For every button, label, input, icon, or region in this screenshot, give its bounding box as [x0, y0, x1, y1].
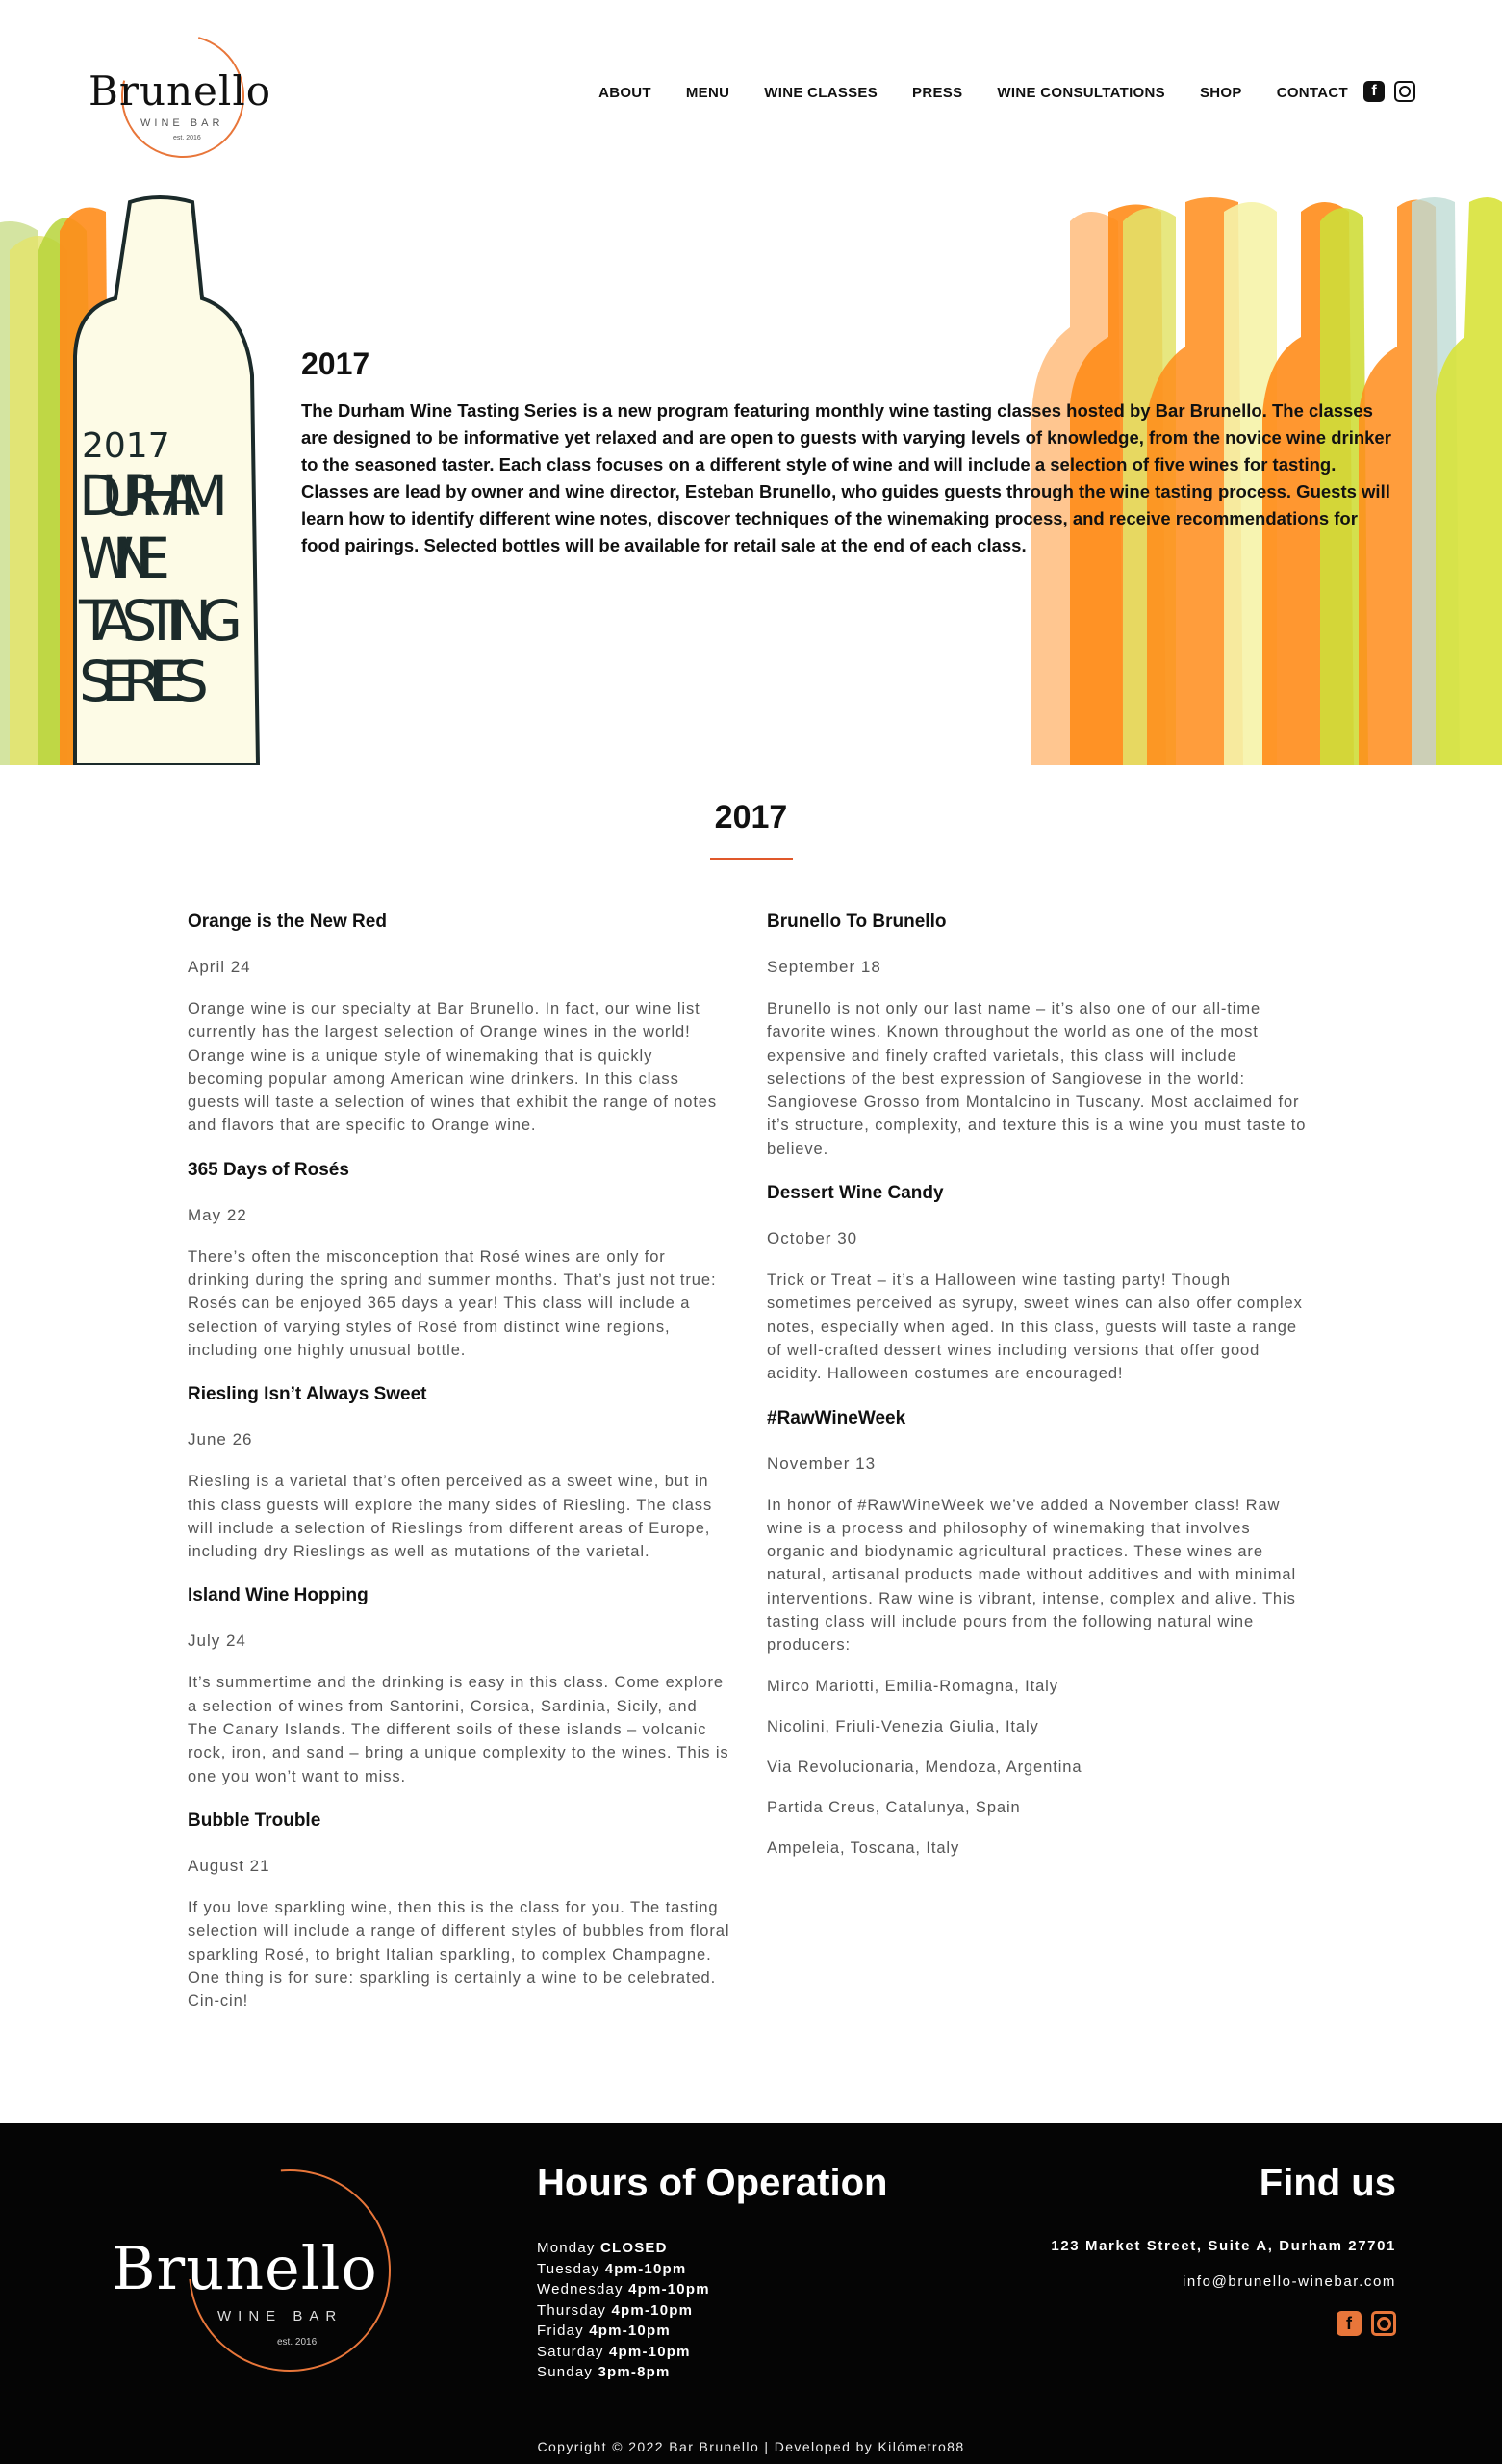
hours-row [537, 2321, 887, 2342]
hours-row [537, 2362, 887, 2383]
facebook-icon[interactable]: f [1337, 2311, 1362, 2336]
nav-press[interactable]: PRESS [912, 85, 963, 101]
nav-about[interactable]: ABOUT [598, 85, 651, 101]
event-item [188, 1383, 731, 1563]
event-description: There’s often the misconception that Rosé wines are only for drinking during the spring and summer months. That’s just not true: Rosés can be enjoyed 365 days a year! This class will include a selection of varying styles of Rosé from distinct wine regions, including one highly unusual bottle. [188, 1247, 717, 1359]
event-date: October 30 [767, 1229, 858, 1248]
event-date: May 22 [188, 1205, 247, 1224]
hours-time: 4pm-10pm [589, 2323, 671, 2339]
hours-day: Tuesday [537, 2260, 600, 2277]
event-title: Dessert Wine Candy [767, 1183, 944, 1204]
hours-of-operation [537, 2162, 887, 2383]
producer-item: Via Revolucionaria, Mendoza, Argentina [767, 1758, 1082, 1776]
event-description: Trick or Treat – it’s a Halloween wine tasting party! Though sometimes perceived as syrupy, sweet wines can also offer complex notes, especially when aged. In this class, guests will taste a range of well-crafted dessert wines including versions that offer good acidity. Halloween costumes are encouraged! [767, 1271, 1303, 1383]
hours-day: Monday [537, 2240, 596, 2256]
find-us [1051, 2162, 1396, 2336]
producer-item: Ampeleia, Toscana, Italy [767, 1838, 960, 1857]
event-description: Riesling is a varietal that’s often perceived as a sweet wine, but in this class guests will explore the many sides of Riesling. The class will include a selection of Rieslings from different areas of Europe, including dry Rieslings as well as mutations of the varietal. [188, 1473, 713, 1561]
copyright-text: Copyright © 2022 Bar Brunello | Developed by Kilómetro88 [537, 2439, 965, 2454]
event-description: Orange wine is our specialty at Bar Brunello. In fact, our wine list currently has the largest selection of Orange wines in the world! Orange wine is a unique style of winemaking that is quickly becoming popular among American wine drinkers. In this class guests will taste a selection of wines that exhibit the range of notes and flavors that are specific to Orange wine. [188, 1000, 718, 1135]
event-title: Orange is the New Red [188, 911, 387, 932]
hours-row [537, 2238, 887, 2259]
instagram-icon[interactable] [1371, 2311, 1396, 2336]
hours-time: 4pm-10pm [611, 2301, 694, 2319]
hours-time: 4pm-10pm [604, 2260, 687, 2277]
hours-title: Hours of Operation [537, 2162, 888, 2204]
hours-day: Sunday [537, 2364, 594, 2380]
footer-logo[interactable] [112, 2169, 410, 2381]
hours-row [537, 2300, 887, 2322]
nav-wine-classes[interactable]: WINE CLASSES [764, 85, 878, 101]
hero-bottle-illustration [0, 192, 269, 765]
nav-menu[interactable]: MENU [685, 85, 730, 101]
hours-day: Thursday [537, 2301, 607, 2319]
event-description: In honor of #RawWineWeek we’ve added a November class! Raw wine is a process and philosophy of winemaking that involves organic and biodynamic agricultural practices. These wines are natural, artisanal products made without additives and with minimal interventions. Raw wine is vibrant, intense, complex and alive. This tasting class will include pours from the following natural wine producers: [767, 1496, 1297, 1655]
event-item [188, 1159, 731, 1362]
event-title: 365 Days of Rosés [188, 1159, 349, 1180]
bottle-line-3: WINE [79, 526, 170, 591]
bottle-line-5: SERIES [79, 649, 209, 714]
hero-description: The Durham Wine Tasting Series is a new program featuring monthly wine tasting classes hosted by Bar Brunello. The classes are designed to be informative yet relaxed and are open to guests with varying levels of knowledge, from the novice wine drinker to the seasoned taster. Each class focuses on a different style of wine and will include a selection of five wines for tasting. Classes are lead by owner and wine director, Esteban Brunello, who guides guests through the wine tasting process. Guests will learn how to identify different wine notes, discover techniques of the winemaking process, and receive recommendations for food pairings. Selected bottles will be available for retail sale at the end of each class. [301, 400, 1391, 555]
logo-subtitle: WINE BAR [140, 117, 224, 129]
event-date: April 24 [188, 958, 251, 976]
bottle-line-2: DURHAM [79, 463, 228, 528]
event-date: August 21 [188, 1856, 270, 1875]
event-description: Brunello is not only our last name – it’s also one of our all-time favorite wines. Known throughout the world as one of the most expensive and finely crafted varietals, this class will include selections of the best expression of Sangiovese in the world: Sangiovese Grosso from Montalcino in Tuscany. Most acclaimed for it’s structure, complexity, and texture this is a wine you must taste to believe. [767, 1000, 1307, 1158]
instagram-icon[interactable] [1394, 81, 1415, 102]
event-item [767, 1182, 1311, 1385]
event-item [767, 911, 1311, 1161]
event-title: Brunello To Brunello [767, 911, 947, 932]
event-date: July 24 [188, 1631, 246, 1651]
hours-day: Saturday [537, 2343, 604, 2360]
event-item [188, 1810, 731, 2013]
hero-banner [0, 192, 1502, 765]
hours-row [537, 2279, 887, 2300]
hours-time: 4pm-10pm [628, 2281, 710, 2297]
events-right-column [767, 911, 1311, 1881]
producer-item: Nicolini, Friuli-Venezia Giulia, Italy [767, 1717, 1039, 1735]
event-date: September 18 [767, 958, 881, 976]
main-nav [598, 85, 1348, 101]
event-title: Riesling Isn’t Always Sweet [188, 1384, 427, 1405]
event-title: Bubble Trouble [188, 1810, 321, 1831]
nav-shop[interactable]: SHOP [1199, 85, 1242, 101]
footer-logo-subtitle: WINE BAR [217, 2308, 344, 2324]
producer-item: Partida Creus, Catalunya, Spain [767, 1798, 1021, 1816]
logo-est: est. 2016 [173, 135, 201, 141]
event-item [767, 1407, 1311, 1860]
hours-row [537, 2259, 887, 2280]
find-title: Find us [1259, 2162, 1396, 2204]
bottle-line-1: 2017 [82, 426, 170, 466]
event-date: June 26 [188, 1430, 253, 1450]
address-link[interactable]: 123 Market Street, Suite A, Durham 27701 [1051, 2238, 1396, 2254]
site-footer [0, 2123, 1502, 2464]
event-item [188, 1584, 731, 1787]
footer-logo-name: Brunello [112, 2233, 378, 2303]
brunello-logo[interactable] [85, 35, 277, 160]
logo-name: Brunello [89, 67, 272, 115]
bottle-line-4: TASTING [79, 588, 242, 654]
email-link[interactable]: info@brunello-winebar.com [1183, 2273, 1396, 2290]
event-description: If you love sparkling wine, then this is the class for you. The tasting selection will include a range of different styles of bubbles from floral sparkling Rosé, to bright Italian sparkling, to complex Champagne. One thing is for sure: sparkling is certainly a wine to be celebrated. Cin-cin! [188, 1898, 730, 2011]
hours-row [537, 2342, 887, 2363]
event-title: #RawWineWeek [767, 1407, 906, 1428]
hero-intro [301, 346, 1398, 559]
nav-contact[interactable]: CONTACT [1276, 85, 1348, 101]
hero-year: 2017 [301, 346, 370, 381]
producer-item: Mirco Mariotti, Emilia-Romagna, Italy [767, 1677, 1058, 1695]
facebook-icon[interactable]: f [1363, 81, 1385, 102]
nav-wine-consultations[interactable]: WINE CONSULTATIONS [997, 85, 1165, 101]
event-item [188, 911, 731, 1138]
producer-list [767, 1675, 1311, 1860]
event-description: It’s summertime and the drinking is easy in this class. Come explore a selection of wines from Santorini, Corsica, Sardinia, Sicily, and The Canary Islands. The different soils of these islands – volcanic rock, iron, and sand – bring a unique complexity to the wines. This is one you won’t want to miss. [188, 1674, 729, 1785]
hours-day: Friday [537, 2323, 584, 2339]
hours-time: 3pm-8pm [598, 2364, 671, 2380]
hours-day: Wednesday [537, 2281, 624, 2297]
section-title-underline [710, 858, 793, 860]
hours-time: CLOSED [599, 2240, 668, 2256]
event-date: November 13 [767, 1453, 877, 1473]
footer-logo-est: est. 2016 [277, 2337, 318, 2348]
event-title: Island Wine Hopping [188, 1585, 369, 1606]
events-left-column [188, 911, 731, 2034]
hours-time: 4pm-10pm [609, 2343, 691, 2360]
footer-social [1051, 2311, 1396, 2336]
site-header [0, 0, 1502, 192]
header-social [1363, 81, 1415, 102]
section-title: 2017 [714, 799, 788, 835]
